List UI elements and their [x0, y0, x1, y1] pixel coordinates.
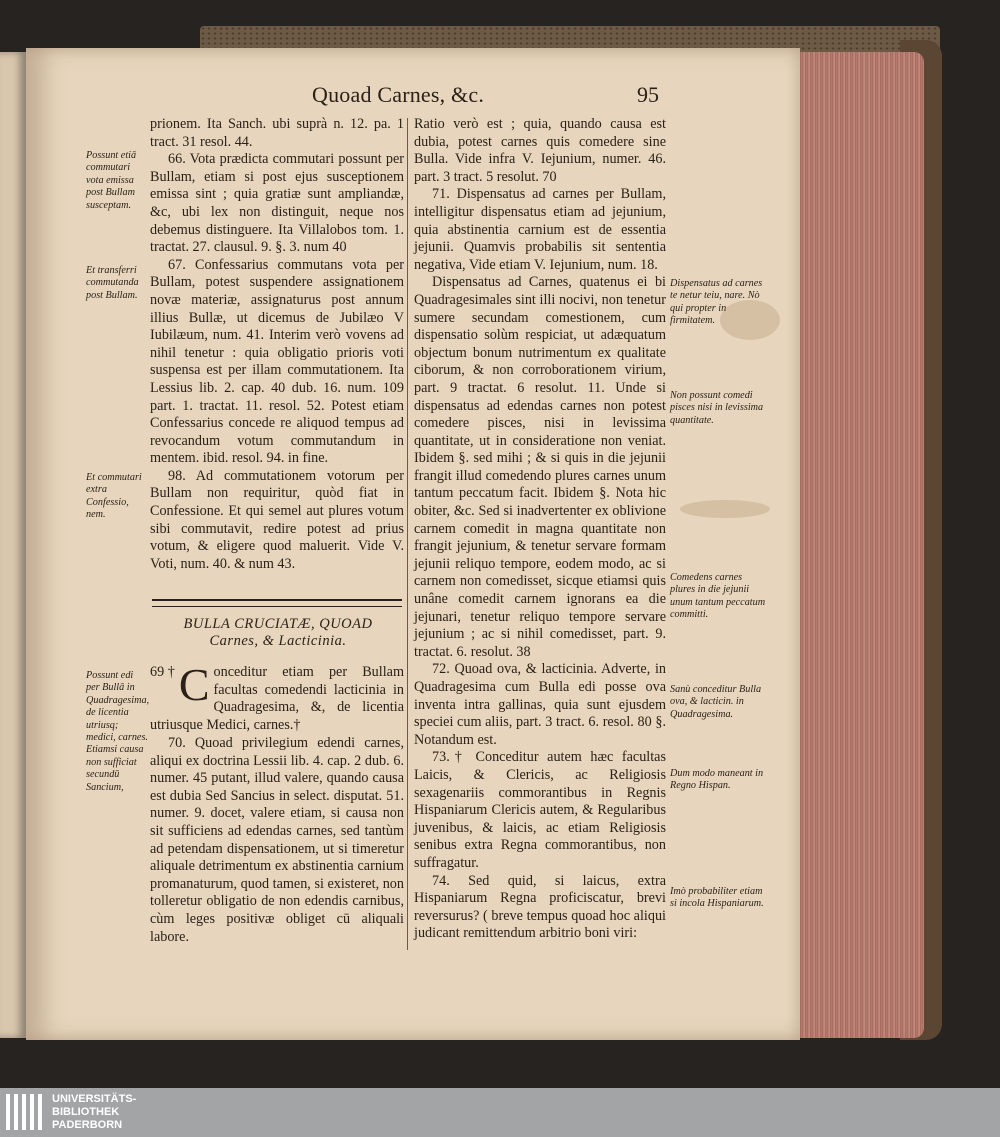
- section-title-line: Carnes, & Lacticinia.: [209, 633, 347, 649]
- page-number: 95: [637, 82, 659, 107]
- paragraph: 73.† Conceditur autem hæc facultas Laicis, & Clericis, ac Religiosis sexagenariis commorantibus in Regnis Hispaniarum Clericis autem, & Regularibus juvenibus, & laicis, ac etiam Religiosis senibus extra Regna commorantibus, non suffragatur.: [414, 749, 666, 871]
- paragraph-text: onceditur etiam per Bullam facultas comedendi lacticinia in Quadragesima, &, de licentia utriusque Medici, carnes.†: [150, 664, 404, 733]
- paragraph: 66. Vota prædicta commutari possunt per Bullam, etiam si post ejus susceptionem emissa sint ; quia gratiæ sunt ampliandæ, &c, ubi lex non distinguit, neque nos debemus distinguere. Ita Villalobos tom. 1. tractat. 27. clausul. 9. §. 3. num 40: [150, 151, 404, 256]
- margin-note: Possunt etiā commutari vota emissa post Bullam susceptam.: [86, 150, 137, 211]
- drop-cap: C: [178, 659, 210, 710]
- right-text-column: [414, 116, 666, 943]
- library-logo-icon: [6, 1094, 46, 1130]
- margin-note: Comedens carnes plures in die jejunii unum tantum peccatum committi.: [670, 572, 766, 621]
- margin-note: Dispensatus ad carnes te netur teiu, nare. Nò qui propter in firmitatem.: [670, 278, 763, 327]
- margin-note: Et transferri commutanda post Bullam.: [86, 265, 139, 301]
- paragraph-number: 69 †: [150, 664, 175, 680]
- paragraph: prionem. Ita Sanch. ubi suprà n. 12. pa. 1 tract. 31 resol. 44.: [150, 116, 404, 150]
- paragraph: 71. Dispensatus ad carnes per Bullam, intelligitur dispensatus etiam ad jejunium, quia abstinentia carnium est de essentia jejunii. Quamvis probabilis sit sententia negativa, Vide etiam V. Iejunium, num. 18.: [414, 186, 666, 273]
- left-text-column-lower: [150, 735, 404, 946]
- paragraph: Ratio verò est ; quia, quando causa est dubia, potest carnes quis comedere sine Bulla. Vide infra V. Iejunium, numer. 46. part. 3 tract. 5 resolut. 70: [414, 116, 666, 185]
- paragraph: Dispensatus ad Carnes, quatenus ei bi Quadragesimales sint illi nocivi, non tenetur sumere secundam comestionem, cum dispensatio solùm respiciat, ut adæquatum objectum bonum nutrimentum ex qualitate ciborum, & non corroborationem virium, part. 9 tractat. 6 resolut. 11. Unde si dispensatus ad edendas carnes non potest comedere pisces, nisi in levissima quantitate, ut in consideratione non veniat. Ibidem §. sed mihi ; & si quis in die jejunii frangit illud comedendo plures carnes unum tantum peccatum facit. Ibidem §. Nota hic obiter, &c. Sed si inadvertenter ex oblivione carnem comedit in magna quantitate non frangit jejunium, & tenetur servare formam jejunii reliquo tempore, eodem modo, ac si carnem non comedisset, sicque etiamsi quis unâne comedit carnem ignorans ea die jejunari, tenetur reliquo tempore servare jejunium ; ac si nihil comedisset, part. 9. tractat. 6. resolut. 38: [414, 274, 666, 660]
- margin-note: Possunt edi per Bullā in Quadragesima, de licentia utriusq; medici, carnes. Etiamsi causa non sufficiat secundū Sancium,: [86, 670, 150, 793]
- margin-note: Non possunt comedi pisces nisi in levissima quantitate.: [670, 390, 764, 426]
- library-name: UNIVERSITÄTS- BIBLIOTHEK PADERBORN: [52, 1093, 137, 1131]
- paragraph: 70. Quoad privilegium edendi carnes, aliqui ex doctrina Lessii lib. 4. cap. 2 dub. 6. numer. 45 putant, illud valere, quando causa est dubia Sed Sancius in select. disputat. 51. numer. 9. docet, valere etiam, si causa non sit sufficiens ad edendas carnes, sed tantùm ad petendam dispensationem, ut si timeretur aliquale detrimentum ex abstinentia carnium promanaturum, quod tamen, si existeret, non tolleretur obligatio de non edendis carnibus, cùm leges positivæ obliget cū aliquali labore.: [150, 735, 404, 945]
- margin-note: Et commutari extra Confessio, nem.: [86, 472, 142, 521]
- section-title: [152, 616, 404, 650]
- running-head: Quoad Carnes, &c.: [312, 82, 485, 107]
- column-rule: [407, 118, 408, 950]
- facing-page-edge: [0, 52, 26, 1038]
- margin-note: Imò probabiliter etiam si incola Hispaniarum.: [670, 886, 764, 910]
- paragraph: 67. Confessarius commutans vota per Bullam, potest suspendere assignationem novæ materiæ, assignaturus post annum illius Bullæ, ut dicemus de Jubilæo V Iubilæum, num. 41. Interim verò vovens ad nihil tenetur : quia obligatio prioris voti suspensa est per illam commutationem. Ita Lessius lib. 2. cap. 40 dub. 16. num. 109 part. 1. tractat. 11. resol. 52. Potest etiam Confessarius concede re aliquod tempus ad revocandum votum commutandum in mentem. ibid. resol. 94. in fine.: [150, 256, 404, 467]
- paragraph: 74. Sed quid, si laicus, extra Hispaniarum Regna proficiscatur, brevi reversurus? ( breve tempus quoad hoc aliqui judicant remittendum arbitrio boni viri:: [414, 872, 666, 942]
- paragraph: 98. Ad commutationem votorum per Bullam non requiritur, quòd fiat in Confessione. Et qui semel aut plures votum sibi commutavit, redire potest ad prius votum, & eligere quod maluerit. Vide V. Voti, num. 40. & num 43.: [150, 467, 404, 572]
- margin-note: Sanù conceditur Bulla ova, & lacticin. in Quadragesima.: [670, 684, 762, 720]
- paper-stain: [680, 500, 770, 518]
- section-title-line: BULLA CRUCIATÆ, QUOAD: [183, 616, 373, 632]
- section-divider: [152, 599, 402, 607]
- page-fore-edge: [796, 52, 924, 1038]
- paragraph: 72. Quoad ova, & lacticinia. Adverte, in Quadragesima cum Bulla edi posse ova inventa intra gallinas, quia sunt ejusdem speciei cum aliis, part. 3 tract. 6. resol. 80 §. Notandum est.: [414, 661, 666, 748]
- dropcap-paragraph: [150, 659, 404, 734]
- margin-note: Dum modo maneant in Regno Hispan.: [670, 768, 764, 792]
- library-footer: [0, 1088, 1000, 1137]
- left-text-column: [150, 116, 404, 573]
